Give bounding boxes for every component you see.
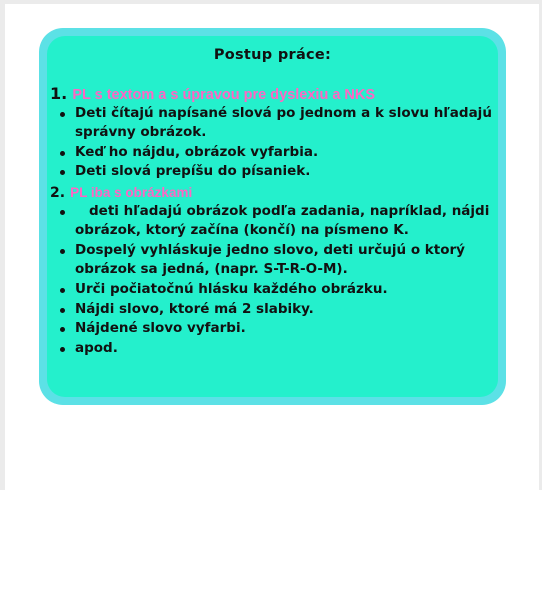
section-2-title: PL iba s obrázkami: [70, 184, 193, 200]
section-1-title: PL s textom a s úpravou pre dyslexiu a NKS: [72, 87, 376, 103]
section-2-number: 2.: [50, 184, 66, 201]
list-item-text: Nájdené slovo vyfarbi.: [75, 320, 246, 337]
instructions-card-body: [47, 36, 498, 397]
list-item: [50, 241, 496, 280]
section-1-list: [50, 104, 496, 182]
list-item: [50, 104, 496, 143]
list-item: [50, 202, 496, 241]
list-item-text: deti hľadajú obrázok podľa zadania, napríklad, nájdi obrázok, ktorý začína (končí) na písmeno K.: [75, 202, 490, 239]
section-2-list: [50, 202, 496, 359]
bullet-icon: [60, 308, 65, 313]
section-1-heading: [50, 84, 496, 104]
list-item: [50, 280, 496, 300]
list-item: [50, 339, 496, 359]
bullet-icon: [60, 170, 65, 175]
list-item-text: Deti slová prepíšu do písaniek.: [75, 163, 311, 180]
list-item-text: Nájdi slovo, ktoré má 2 slabiky.: [75, 300, 314, 317]
list-item: [50, 319, 496, 339]
bullet-icon: [60, 347, 65, 352]
section-2-heading: [50, 182, 496, 202]
list-item-text: Dospelý vyhláskuje jedno slovo, deti určujú o ktorý obrázok sa jedná, (napr. S-T-R-O-M).: [75, 241, 465, 278]
card-content: [50, 84, 496, 358]
list-item-text: Urči počiatočnú hlásku každého obrázku.: [75, 280, 388, 297]
card-title: Postup práce:: [213, 47, 332, 63]
bullet-icon: [60, 249, 65, 254]
bullet-icon: [60, 288, 65, 293]
list-item-text: apod.: [75, 339, 118, 356]
list-item: [50, 143, 496, 163]
bullet-icon: [60, 210, 65, 215]
list-item: [50, 300, 496, 320]
list-item: [50, 162, 496, 182]
bullet-icon: [60, 327, 65, 332]
list-item-text: Deti čítajú napísané slová po jednom a k slovu hľadajú správny obrázok.: [75, 104, 492, 141]
section-1-number: 1.: [50, 84, 68, 103]
list-item-text: Keď ho nájdu, obrázok vyfarbia.: [75, 143, 319, 160]
bullet-icon: [60, 112, 65, 117]
instructions-card: [39, 28, 506, 405]
bullet-icon: [60, 151, 65, 156]
